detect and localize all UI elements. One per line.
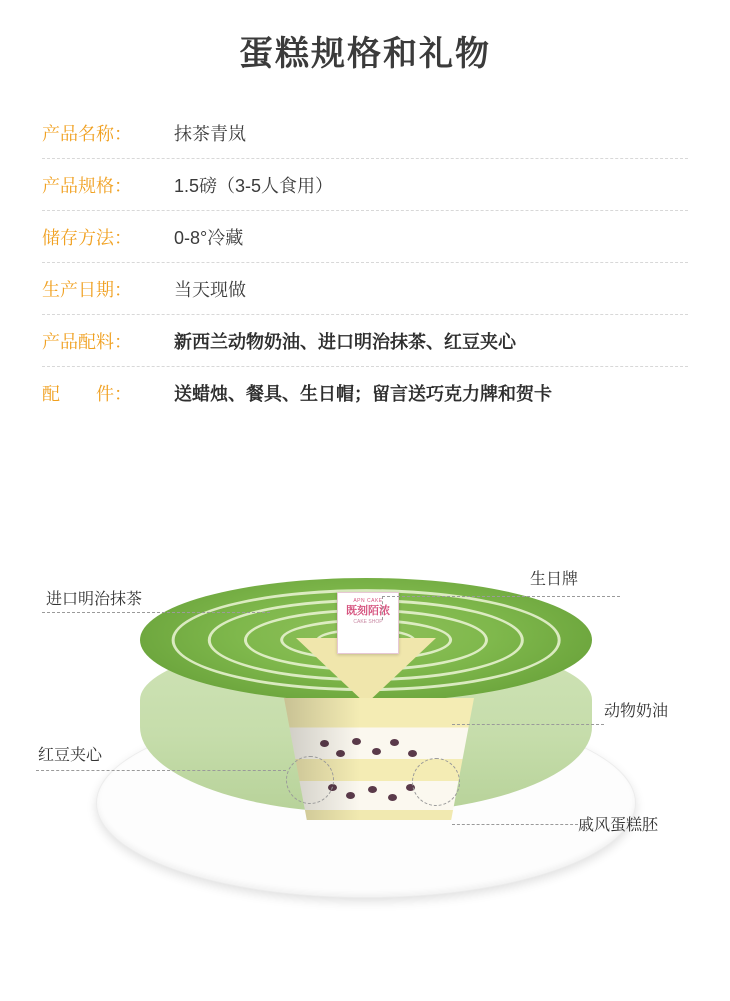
callout-matcha: 进口明治抹茶 bbox=[46, 591, 143, 608]
table-row bbox=[42, 159, 688, 211]
spec-value-production-date: 当天现做 bbox=[174, 280, 246, 300]
red-bean bbox=[336, 750, 345, 757]
callout-leader-red-bean bbox=[36, 770, 286, 771]
red-bean bbox=[352, 738, 361, 745]
red-bean bbox=[408, 750, 417, 757]
spec-label-product-name: 产品名称： bbox=[42, 124, 132, 144]
callout-leader-cream bbox=[452, 724, 604, 725]
cake-illustration bbox=[0, 520, 730, 1001]
plaque-sub: CAKE SHOP bbox=[353, 619, 383, 626]
spec-label-production-date: 生产日期： bbox=[42, 280, 132, 300]
spec-table bbox=[42, 107, 688, 418]
spec-label-storage: 储存方法： bbox=[42, 228, 132, 248]
callout-leader-chiffon bbox=[452, 824, 578, 825]
spec-label-accessories: 配 件： bbox=[42, 384, 132, 404]
spec-label-product-size: 产品规格： bbox=[42, 176, 132, 196]
table-row bbox=[42, 211, 688, 263]
callout-leader-birthday-plate bbox=[382, 596, 620, 597]
table-row bbox=[42, 315, 688, 367]
table-row bbox=[42, 107, 688, 159]
spec-value-storage: 0-8°冷藏 bbox=[174, 228, 244, 248]
table-row bbox=[42, 263, 688, 315]
callout-red-bean: 红豆夹心 bbox=[38, 747, 103, 764]
spec-value-product-name: 抹茶青岚 bbox=[174, 124, 246, 144]
spec-value-ingredients: 新西兰动物奶油、进口明治抹茶、红豆夹心 bbox=[174, 332, 516, 352]
plaque-brand-en: APN CAKE bbox=[353, 598, 383, 604]
red-bean bbox=[390, 739, 399, 746]
page-title: 蛋糕规格和礼物 bbox=[239, 35, 491, 73]
red-bean bbox=[320, 740, 329, 747]
callout-leader-matcha bbox=[42, 612, 270, 613]
birthday-plaque bbox=[337, 592, 399, 654]
callout-cream: 动物奶油 bbox=[604, 703, 669, 720]
callout-leader-birthday-plate-drop bbox=[382, 596, 383, 620]
red-bean bbox=[372, 748, 381, 755]
spec-value-accessories: 送蜡烛、餐具、生日帽；留言送巧克力牌和贺卡 bbox=[174, 384, 552, 404]
table-row bbox=[42, 367, 688, 418]
chiffon-marker-circle bbox=[412, 758, 460, 806]
red-bean bbox=[346, 792, 355, 799]
red-bean bbox=[368, 786, 377, 793]
callout-chiffon: 戚风蛋糕胚 bbox=[578, 817, 659, 834]
red-bean bbox=[388, 794, 397, 801]
red-bean-marker-circle bbox=[286, 756, 334, 804]
plaque-brand-cn: 既刻陌浓 bbox=[346, 604, 390, 617]
spec-value-product-size: 1.5磅（3-5人食用） bbox=[174, 176, 334, 196]
callout-birthday-plate: 生日牌 bbox=[530, 571, 579, 588]
spec-label-ingredients: 产品配料： bbox=[42, 332, 132, 352]
